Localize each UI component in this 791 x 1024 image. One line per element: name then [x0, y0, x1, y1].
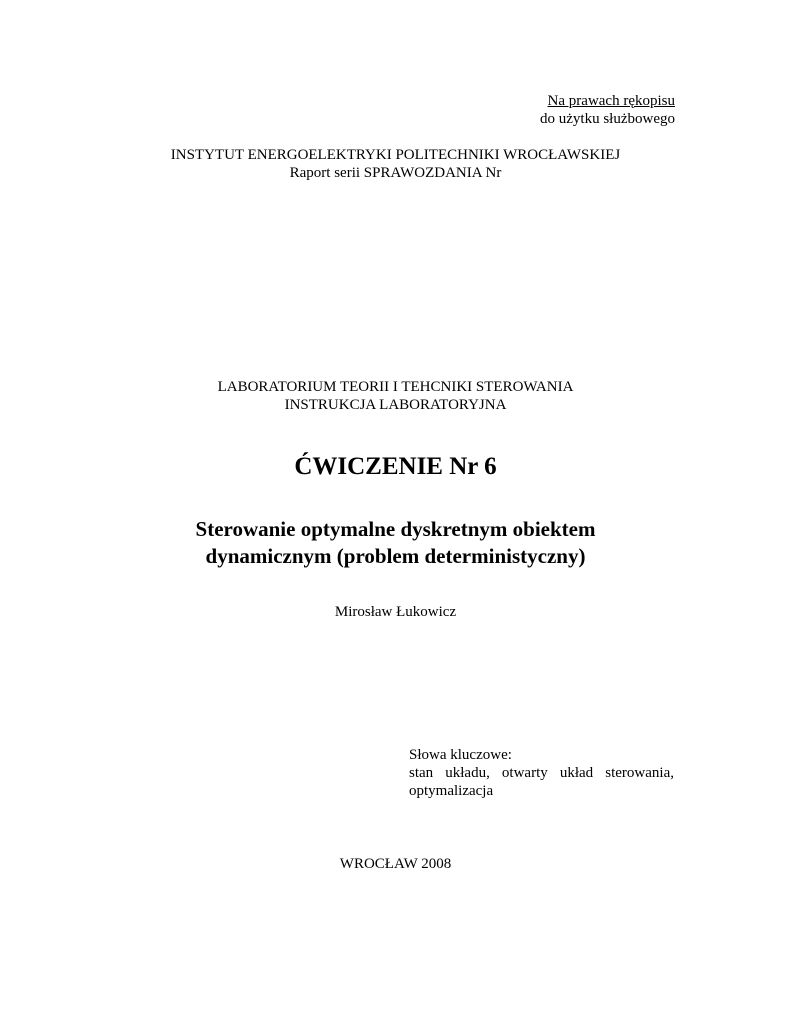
place-and-year: WROCŁAW 2008 — [339, 856, 452, 872]
rights-notice: Na prawach rękopisu — [547, 93, 675, 109]
exercise-title-line-1: Sterowanie optymalne dyskretnym obiektem — [195, 517, 596, 541]
institute-name: INSTYTUT ENERGOELEKTRYKI POLITECHNIKI WROCŁAWSKIEJ — [170, 147, 621, 163]
keywords-label: Słowa kluczowe: — [409, 747, 512, 763]
keywords-text: stan układu, otwarty układ sterowania, optymalizacja — [409, 765, 674, 799]
lab-name: LABORATORIUM TEORII I TEHCNIKI STEROWANIA — [217, 379, 574, 395]
usage-notice: do użytku służbowego — [540, 111, 675, 127]
exercise-title-line-2: dynamicznym (problem deterministyczny) — [205, 544, 586, 568]
instruction-type: INSTRUKCJA LABORATORYJNA — [284, 397, 507, 413]
author-name: Mirosław Łukowicz — [334, 604, 457, 620]
report-series: Raport serii SPRAWOZDANIA Nr — [289, 165, 502, 181]
keywords-block — [409, 746, 674, 800]
exercise-heading: ĆWICZENIE Nr 6 — [294, 453, 497, 480]
